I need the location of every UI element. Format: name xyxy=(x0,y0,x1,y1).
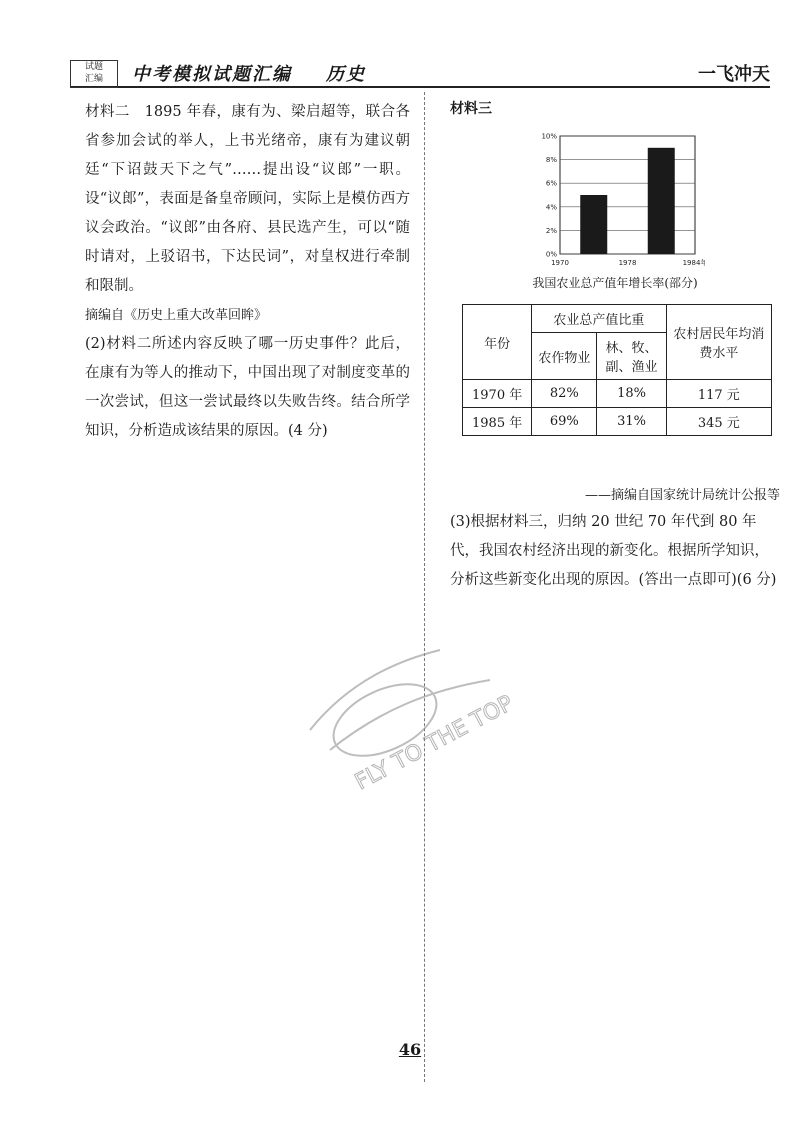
bar-chart xyxy=(530,128,705,283)
left-column xyxy=(85,98,410,446)
cell-forest: 18% xyxy=(597,380,666,408)
header-subject: 历史 xyxy=(326,64,366,85)
bar-1 xyxy=(580,195,607,254)
chart-svg xyxy=(530,128,705,283)
cell-crop: 69% xyxy=(532,408,597,436)
watermark-text: FLY TO THE TOP xyxy=(351,691,518,796)
question-three: (3)根据材料三，归纳 20 世纪 70 年代到 80 年代，我国农村经济出现的新变化。根据所学知识，分析这些新变化出现的原因。(答出一点即可)(6 分) xyxy=(450,514,777,588)
header-year: 年份 xyxy=(463,305,532,380)
column-divider xyxy=(424,92,425,1082)
y-tick-label: 4% xyxy=(545,203,557,212)
page-number: 46 xyxy=(398,1040,422,1059)
cell-forest: 31% xyxy=(597,408,666,436)
data-table xyxy=(462,304,772,436)
x-tick-label: 1970 xyxy=(551,259,569,267)
y-tick-label: 0% xyxy=(545,250,557,259)
table-header-row xyxy=(463,305,772,333)
bar-2 xyxy=(648,148,675,254)
chart-title: 我国农业总产值年增长率(部分) xyxy=(532,276,698,290)
logo-top-text: 试题 xyxy=(84,62,103,72)
page-header xyxy=(70,52,770,88)
header-consumption: 农村居民年均消费水平 xyxy=(666,305,771,380)
header-forest: 林、牧、副、渔业 xyxy=(597,333,666,380)
cell-year: 1970 年 xyxy=(463,380,532,408)
right-column xyxy=(450,98,780,588)
header-brand: 一飞冲天 xyxy=(698,64,770,85)
cell-year: 1985 年 xyxy=(463,408,532,436)
x-tick-label: 1978 xyxy=(618,259,637,267)
logo-bottom-text: 汇编 xyxy=(84,74,103,84)
y-tick-label: 10% xyxy=(541,132,557,141)
header-logo xyxy=(70,60,118,88)
material-two-source: 摘编自《历史上重大改革回眸》 xyxy=(85,308,268,323)
question-two: (2)材料二所述内容反映了哪一历史事件？此后，在康有为等人的推动下，中国出现了对制度变革的一次尝试，但这一尝试最终以失败告终。结合所学知识，分析造成该结果的原因。(4 分) xyxy=(85,336,410,439)
cell-crop: 82% xyxy=(532,380,597,408)
cell-consumption: 117 元 xyxy=(666,380,771,408)
material-three-source: ——摘编自国家统计局统计公报等 xyxy=(584,488,780,503)
y-tick-label: 6% xyxy=(545,179,557,188)
y-tick-label: 2% xyxy=(545,226,557,235)
x-tick-label: 1984年 xyxy=(682,259,705,267)
watermark xyxy=(290,620,560,820)
header-crop: 农作物业 xyxy=(532,333,597,380)
cell-consumption: 345 元 xyxy=(666,408,771,436)
material-three-label: 材料三 xyxy=(450,101,492,117)
header-title: 中考模拟试题汇编 xyxy=(132,64,292,85)
table-row xyxy=(463,380,772,408)
y-tick-label: 8% xyxy=(545,156,557,165)
table-row xyxy=(463,408,772,436)
material-two: 材料二 1895 年春，康有为、梁启超等，联合各省参加会试的举人，上书光绪帝，康有为建议朝廷“下诏鼓天下之气”……提出设“议郎”一职。设“议郎”，表面是备皇帝顾问，实际上是模仿西方议会政治。“议郎”由各府、县民选产生，可以“随时请对，上驳诏书，下达民词”，对皇权进行牵制和限制。 xyxy=(85,104,410,294)
header-ratio: 农业总产值比重 xyxy=(532,305,666,333)
